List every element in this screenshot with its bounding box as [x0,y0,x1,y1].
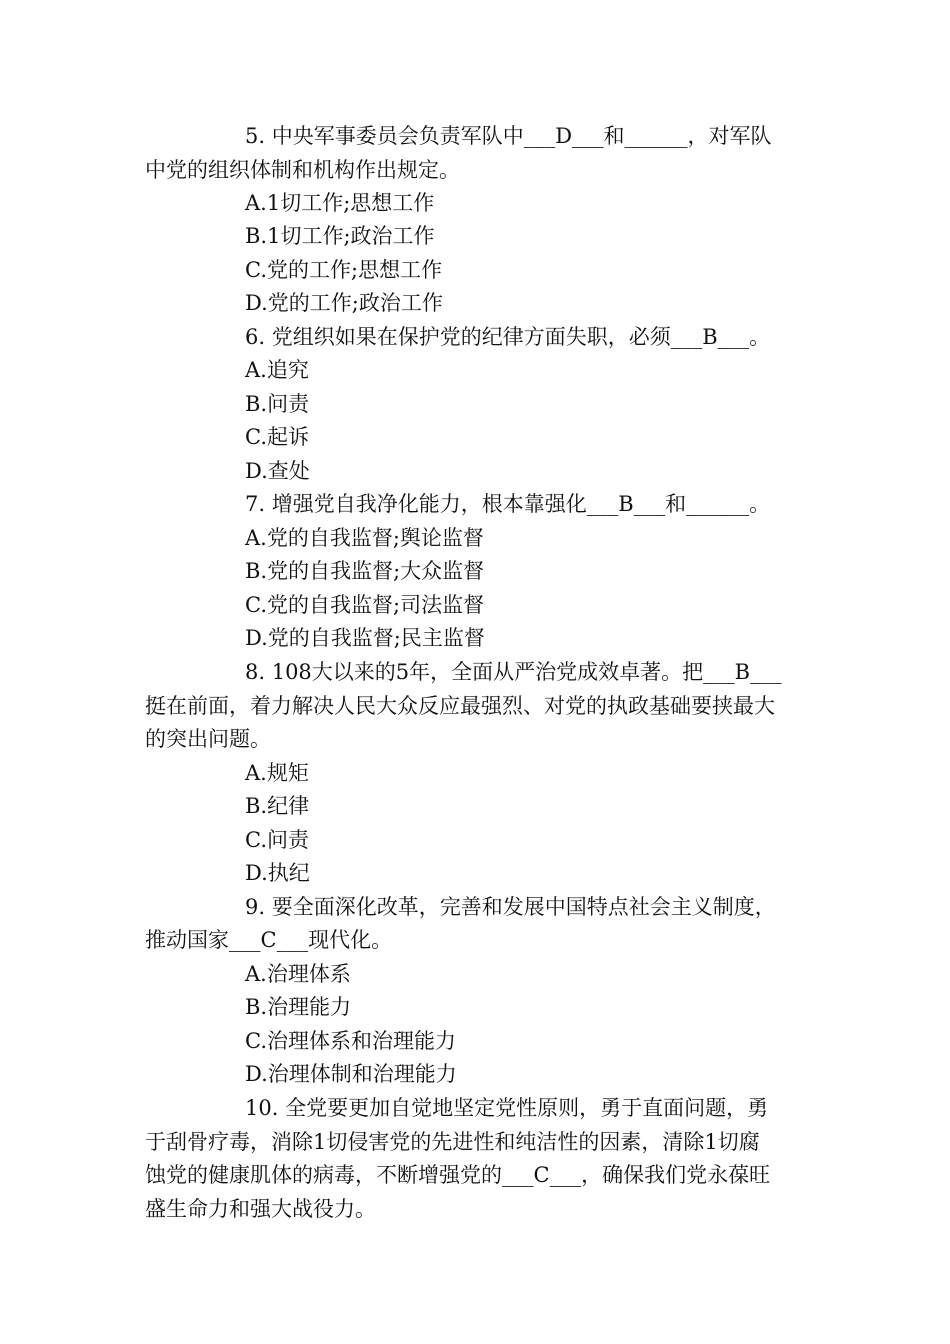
question-7-option-a: A.党的自我监督;舆论监督 [245,526,484,550]
question-6-stem: 6. 党组织如果在保护党的纪律方面失职，必须___B___。 [245,325,771,349]
question-6-option-a: A.追究 [245,358,309,382]
question-8-stem-cont-2: 的突出问题。 [145,727,271,751]
question-6-option-c: C.起诉 [245,425,309,449]
question-8-option-a: A.规矩 [245,761,309,785]
question-9-option-a: A.治理体系 [245,962,351,986]
question-5-stem: 5. 中央军事委员会负责军队中___D___和______，对军队 [245,124,772,148]
question-9-option-c: C.治理体系和治理能力 [245,1029,456,1053]
question-5-option-d: D.党的工作;政治工作 [245,291,443,315]
question-8-stem: 8. 108大以来的5年，全面从严治党成效卓著。把___B___ [245,660,782,684]
question-9-option-b: B.治理能力 [245,995,352,1019]
question-7-stem: 7. 增强党自我净化能力，根本靠强化___B___和______。 [245,492,771,516]
question-9-stem-cont: 推动国家___C___现代化。 [145,928,393,952]
question-5-option-a: A.1切工作;思想工作 [245,191,435,215]
question-9-stem: 9. 要全面深化改革，完善和发展中国特点社会主义制度， [245,895,776,919]
question-10-stem-cont-2: 蚀党的健康肌体的病毒，不断增强党的___C___，确保我们党永葆旺 [145,1163,771,1187]
question-8-stem-cont-1: 挺在前面，着力解决人民大众反应最强烈、对党的执政基础要挟最大 [145,694,775,718]
question-6-option-d: D.查处 [245,459,310,483]
question-5-option-b: B.1切工作;政治工作 [245,224,435,248]
question-8-option-c: C.问责 [245,828,309,852]
question-10-stem-cont-1: 于刮骨疗毒，消除1切侵害党的先进性和纯洁性的因素，清除1切腐 [145,1130,760,1154]
question-5-option-c: C.党的工作;思想工作 [245,258,443,282]
question-10-stem: 10. 全党要更加自觉地坚定党性原则，勇于直面问题，勇 [245,1096,769,1120]
question-9-option-d: D.治理体制和治理能力 [245,1062,457,1086]
question-5-stem-cont: 中党的组织体制和机构作出规定。 [145,158,460,182]
question-7-option-d: D.党的自我监督;民主监督 [245,626,485,650]
question-6-option-b: B.问责 [245,392,310,416]
question-8-option-b: B.纪律 [245,794,310,818]
question-10-stem-cont-3: 盛生命力和强大战役力。 [145,1197,376,1221]
question-7-option-b: B.党的自我监督;大众监督 [245,559,485,583]
question-8-option-d: D.执纪 [245,861,310,885]
question-7-option-c: C.党的自我监督;司法监督 [245,593,485,617]
